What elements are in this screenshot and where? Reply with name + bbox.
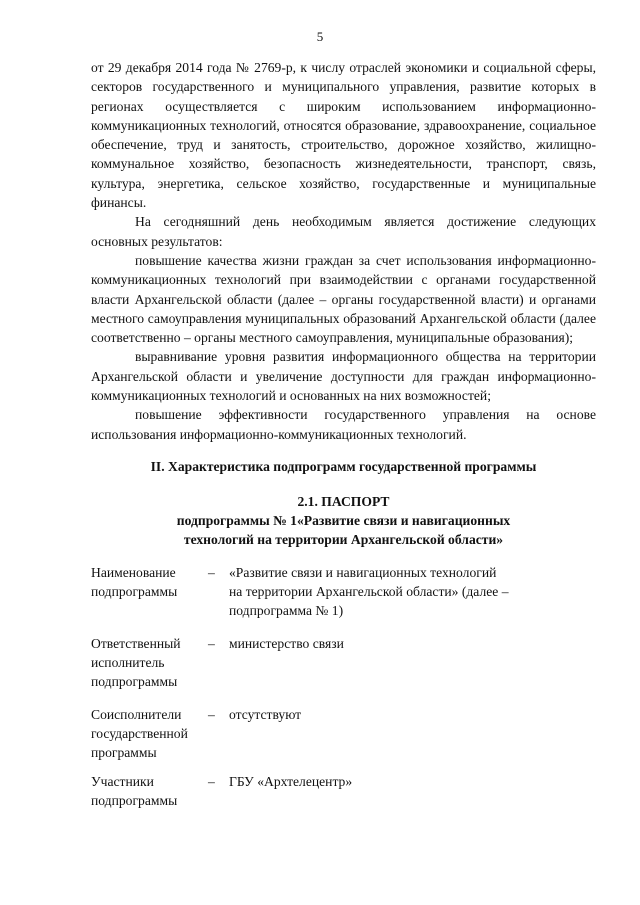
row-label bbox=[91, 563, 201, 601]
row-value-line: подпрограмма № 1) bbox=[229, 603, 344, 618]
row-value bbox=[229, 705, 549, 724]
row-value-line: на территории Архангельской области» (далее – bbox=[229, 584, 509, 599]
row-label-line: Наименование bbox=[91, 565, 176, 580]
section-heading: II. Характеристика подпрограмм государственной программы bbox=[150, 459, 537, 474]
row-dash: – bbox=[208, 636, 215, 651]
paragraph-results-intro: На сегодняшний день необходимым является достижение следующих основных результатов: bbox=[91, 214, 596, 249]
passport-subtitle-line-1: подпрограммы № 1«Развитие связи и навигационных bbox=[176, 513, 511, 528]
row-label-line: государственной bbox=[91, 726, 188, 741]
passport-heading bbox=[91, 492, 596, 549]
row-value bbox=[229, 772, 549, 791]
row-dash: – bbox=[208, 565, 215, 580]
row-value bbox=[229, 563, 549, 620]
row-label-line: подпрограммы bbox=[91, 584, 178, 599]
passport-title: 2.1. ПАСПОРТ bbox=[297, 494, 390, 509]
row-value-line: министерство связи bbox=[229, 636, 344, 651]
row-dash: – bbox=[208, 707, 215, 722]
row-label bbox=[91, 634, 201, 691]
row-value-line: ГБУ «Архтелецентр» bbox=[229, 774, 353, 789]
row-label-line: подпрограммы bbox=[91, 793, 178, 808]
row-value-line: «Развитие связи и навигационных технологий bbox=[229, 565, 497, 580]
row-value-line: отсутствуют bbox=[229, 707, 302, 722]
row-label bbox=[91, 772, 201, 810]
row-dash: – bbox=[208, 774, 215, 789]
row-label bbox=[91, 705, 201, 762]
row-label-line: Участники bbox=[91, 774, 154, 789]
paragraph-equalization: выравнивание уровня развития информационного общества на территории Архангельской области и увеличение доступности для граждан информационно-коммуникационных технологий и основанных на них возможностей; bbox=[91, 349, 596, 404]
page-number: 5 bbox=[316, 29, 324, 44]
row-label-line: подпрограммы bbox=[91, 674, 178, 689]
row-label-line: Ответственный bbox=[91, 636, 181, 651]
passport-subtitle-line-2: технологий на территории Архангельской области» bbox=[183, 532, 504, 547]
row-value bbox=[229, 634, 549, 653]
row-label-line: Соисполнители bbox=[91, 707, 182, 722]
row-label-line: программы bbox=[91, 745, 157, 760]
body-text bbox=[91, 58, 596, 444]
paragraph-efficiency: повышение эффективности государственного управления на основе использования информационно-коммуникационных технологий. bbox=[91, 407, 596, 442]
paragraph-industries: от 29 декабря 2014 года № 2769-р, к числу отраслей экономики и социальной сферы, секторов государственного и муниципального управления, развитие которых в регионах осуществляется с широким использованием информационно-коммуникационных технологий, относятся образование, здравоохранение, социальное обеспечение, труд и занятость, строительство, дорожное хозяйство, жилищно-коммунальное хозяйство, безопасность жизнедеятельности, транспорт, связь, культура, энергетика, сельское хозяйство, государственные и муниципальные финансы. bbox=[91, 60, 596, 211]
paragraph-quality-of-life: повышение качества жизни граждан за счет использования информационно-коммуникационных технологий при взаимодействии с органами государственной власти Архангельской области (далее – органы государственной власти) и органами местного самоуправления муниципальных образований Архангельской области (далее соответственно – органы местного самоуправления, муниципальные образования); bbox=[91, 252, 596, 346]
row-label-line: исполнитель bbox=[91, 655, 165, 670]
